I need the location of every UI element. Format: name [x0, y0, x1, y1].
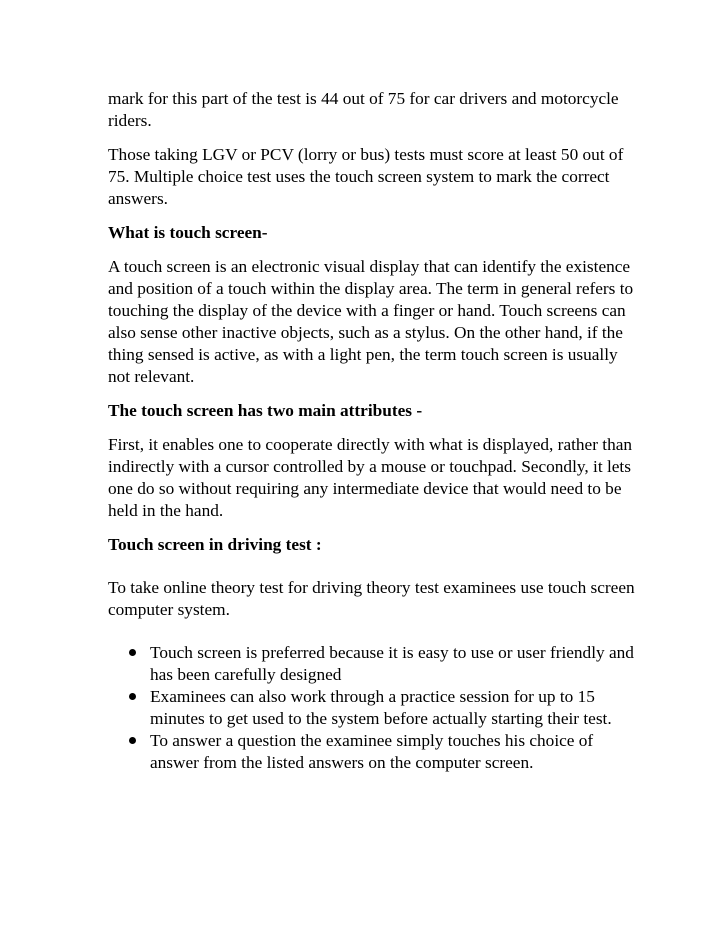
paragraph-touch-screen-definition: A touch screen is an electronic visual display that can identify the existence and position of a touch within the display area. The term in general refers to touching the display of the device with a finger or hand. Touch screens can also sense other inactive objects, such as a stylus. On the other hand, if the thing sensed is active, as with a light pen, the term touch screen is usually not relevant.	[108, 257, 634, 386]
paragraph-attributes: First, it enables one to cooperate directly with what is displayed, rather than indirectly with a cursor controlled by a mouse or touchpad. Secondly, it lets one do so without requiring any intermediate device that would need to be held in the hand.	[108, 435, 633, 520]
list-item-text: Examinees can also work through a practice session for up to 15 minutes to get used to the system before actually starting their test.	[150, 687, 612, 728]
bullet-icon	[129, 693, 136, 700]
list-item-text: To answer a question the examinee simply touches his choice of answer from the listed answers on the computer screen.	[150, 731, 594, 772]
bullet-icon	[129, 737, 136, 744]
list-item	[108, 642, 638, 686]
list-item	[108, 730, 638, 774]
paragraph-online-theory-test: To take online theory test for driving theory test examinees use touch screen computer system.	[108, 578, 635, 619]
heading-touch-screen-driving-test: Touch screen in driving test :	[108, 535, 322, 554]
heading-what-is-touch-screen: What is touch screen-	[108, 223, 268, 242]
paragraph-pass-mark: mark for this part of the test is 44 out of 75 for car drivers and motorcycle riders.	[108, 89, 619, 130]
list-item	[108, 686, 638, 730]
bullet-icon	[129, 649, 136, 656]
paragraph-lgv-pcv: Those taking LGV or PCV (lorry or bus) tests must score at least 50 out of 75. Multiple choice test uses the touch screen system to mark the correct answers.	[108, 145, 624, 208]
heading-main-attributes: The touch screen has two main attributes -	[108, 401, 423, 420]
bullet-list	[108, 642, 638, 774]
list-item-text: Touch screen is preferred because it is easy to use or user friendly and has been carefully designed	[150, 643, 634, 684]
